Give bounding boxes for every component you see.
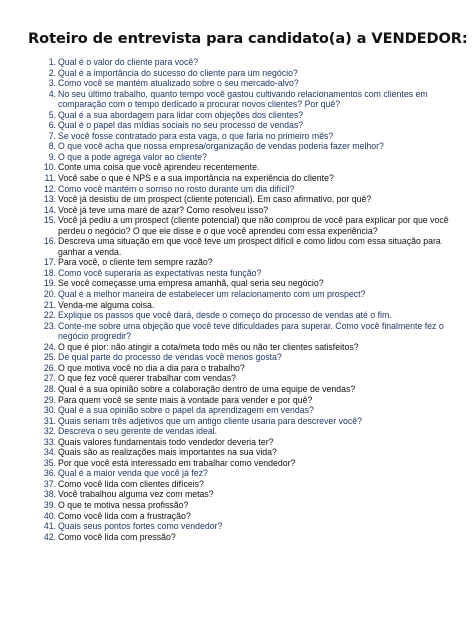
question-item	[43, 183, 450, 195]
question-text: O que é pior: não atingir a cota/meta todo mês ou não ter clientes satisfeitos?	[58, 341, 359, 352]
question-text: Qual é a sua opinião sobre o papel da aprendizagem em vendas?	[58, 405, 314, 416]
question-text: Você trabalhou alguma vez com metas?	[58, 489, 214, 500]
question-item	[43, 457, 450, 469]
question-item	[48, 130, 450, 142]
question-number: 23.	[43, 320, 56, 331]
question-number: 10.	[43, 162, 56, 173]
question-item	[43, 278, 450, 289]
question-item	[43, 267, 450, 279]
question-item	[43, 405, 450, 416]
question-number: 14.	[43, 204, 56, 215]
question-text: Como você lida com clientes difíceis?	[58, 478, 204, 489]
question-item	[43, 436, 450, 448]
question-item	[43, 362, 450, 374]
question-item	[43, 531, 450, 543]
question-item	[43, 204, 450, 216]
question-item	[43, 341, 450, 353]
question-number: 17.	[43, 257, 56, 268]
question-number: 1.	[48, 57, 56, 67]
question-number: 8.	[48, 141, 56, 152]
question-number: 5.	[48, 109, 56, 120]
question-item	[43, 352, 450, 363]
question-item	[48, 88, 450, 110]
question-item	[43, 499, 450, 511]
question-number: 38.	[43, 489, 56, 500]
question-number: 33.	[43, 436, 56, 447]
question-number: 34.	[43, 447, 56, 458]
question-item	[43, 320, 450, 342]
question-number: 12.	[43, 183, 56, 194]
question-number: 40.	[43, 510, 56, 521]
question-item	[43, 394, 450, 406]
question-number: 15.	[43, 215, 56, 226]
question-number: 19.	[43, 278, 56, 289]
question-item	[43, 289, 450, 300]
question-number: 13.	[43, 194, 56, 205]
question-number: 16.	[43, 236, 56, 247]
question-number: 25.	[43, 352, 56, 363]
question-item	[43, 521, 450, 532]
question-text: Explique os passos que você dará, desde o começo do processo de vendas até o fim.	[58, 310, 392, 321]
question-text: Se você fosse contratado para esta vaga, o que faria no primeiro mês?	[58, 130, 334, 141]
question-number: 26.	[43, 362, 56, 373]
question-number: 39.	[43, 499, 56, 510]
question-number: 29.	[43, 394, 56, 405]
question-item	[43, 215, 450, 236]
question-text: Para você, o cliente tem sempre razão?	[58, 257, 213, 268]
question-text: Para quem você se sente mais à vontade para vender e por quê?	[58, 394, 313, 405]
question-text: Venda-me alguma coisa.	[58, 299, 155, 310]
question-item	[43, 162, 450, 173]
question-number: 37.	[43, 478, 56, 489]
question-text: O que motiva você no dia a dia para o trabalho?	[58, 362, 245, 373]
question-text: Qual é a importância do sucesso do cliente para um negócio?	[58, 67, 298, 78]
question-text: Como você lida com pressão?	[58, 531, 176, 542]
question-text: Descreva uma situação em que você teve um prospect difícil e como lidou com essa situação para ganhar a venda.	[58, 236, 441, 257]
question-text: Qual é a sua abordagem para lidar com objeções dos clientes?	[58, 109, 304, 120]
question-text: Por que você está interessado em trabalhar como vendedor?	[58, 457, 296, 468]
question-item	[48, 67, 450, 79]
question-text: Quais são as realizações mais importantes na sua vida?	[58, 447, 277, 458]
question-item	[43, 489, 450, 500]
question-text: O que fez você querer trabalhar com vendas?	[58, 373, 237, 384]
question-text: Qual é o valor do cliente para você?	[58, 57, 199, 67]
document-title: Roteiro de entrevista para candidato(a) a VENDEDOR:	[28, 30, 468, 47]
question-number: 28.	[43, 383, 56, 394]
question-number: 41.	[43, 521, 56, 532]
question-item	[48, 120, 450, 131]
question-number: 31.	[43, 415, 56, 426]
question-item	[43, 447, 450, 458]
question-item	[43, 257, 450, 268]
question-number: 2.	[48, 67, 56, 78]
question-number: 22.	[43, 310, 56, 321]
question-number: 30.	[43, 405, 56, 416]
question-number: 24.	[43, 341, 56, 352]
question-number: 11.	[44, 173, 56, 184]
question-text: Você já pediu a um prospect (cliente potencial) que não comprou de você para explicar por que você perdeu o negócio? O que ele disse e o que você aprendeu com essa experiência?	[58, 215, 449, 236]
question-number: 4.	[48, 88, 56, 99]
question-text: Qual é o papel das mídias sociais no seu processo de vendas?	[58, 120, 304, 131]
question-item	[43, 426, 450, 437]
question-item	[43, 478, 450, 490]
question-item	[43, 194, 450, 205]
question-list	[28, 57, 450, 542]
question-text: Qual é a maior venda que você já fez?	[58, 468, 208, 479]
question-text: Quais seriam três adjetivos que um antigo cliente usaria para descrever você?	[58, 415, 362, 426]
question-item	[44, 173, 450, 184]
question-number: 6.	[48, 120, 56, 131]
question-text: O que a pode agrega valor ao cliente?	[58, 151, 207, 162]
question-text: Você já teve uma maré de azar? Como resolveu isso?	[58, 204, 269, 215]
question-item	[48, 109, 450, 121]
question-number: 35.	[43, 457, 56, 468]
question-item	[43, 310, 450, 321]
question-item	[43, 236, 450, 257]
question-item	[43, 415, 450, 427]
question-item	[43, 383, 450, 395]
question-text: De qual parte do processo de vendas você menos gosta?	[58, 352, 282, 363]
question-number: 27.	[43, 373, 56, 384]
question-text: Você sabe o que é NPS e a sua importância na experiência do cliente?	[58, 173, 334, 184]
question-number: 36.	[43, 468, 56, 479]
question-number: 32.	[43, 426, 56, 437]
question-number: 20.	[43, 289, 56, 300]
question-item	[48, 151, 450, 163]
question-item	[43, 510, 450, 522]
question-text: O que você acha que nossa empresa/organização de vendas poderia fazer melhor?	[58, 141, 384, 152]
question-number: 3.	[48, 78, 56, 89]
question-text: No seu último trabalho, quanto tempo você gastou cultivando relacionamentos com clientes em comparação com o tempo dedicado a procurar novos clientes? Por quê?	[58, 88, 428, 110]
question-item	[48, 141, 450, 152]
question-text: Como você lida com a frustração?	[58, 510, 191, 521]
question-text: Quais valores fundamentais todo vendedor deveria ter?	[58, 436, 274, 447]
question-text: Como você superaria as expectativas nesta função?	[58, 267, 262, 278]
question-text: Se você começasse uma empresa amanhã, qual seria seu negócio?	[58, 278, 324, 289]
question-item	[48, 78, 450, 89]
question-number: 21.	[43, 299, 56, 310]
question-number: 9.	[48, 151, 56, 162]
question-item	[48, 57, 450, 68]
question-text: Qual é a sua opinião sobre a colaboração dentro de uma equipe de vendas?	[58, 383, 356, 394]
question-text: Conte uma coisa que você aprendeu recentemente.	[58, 162, 260, 173]
question-text: Qual é a melhor maneira de estabelecer um relacionamento com um prospect?	[58, 289, 366, 300]
question-text: Como você se mantém atualizado sobre o seu mercado-alvo?	[58, 78, 299, 89]
question-number: 18.	[43, 267, 56, 278]
question-number: 7.	[48, 130, 56, 141]
question-text: Descreva o seu gerente de vendas ideal.	[58, 426, 218, 437]
question-text: Você já desistiu de um prospect (cliente potencial). Em caso afirmativo, por quê?	[58, 194, 372, 205]
question-item	[43, 299, 450, 311]
question-text: Quais seus pontos fortes como vendedor?	[58, 521, 223, 532]
question-item	[43, 373, 450, 384]
question-item	[43, 468, 450, 479]
question-text: O que te motiva nessa profissão?	[58, 499, 189, 510]
question-text: Como você mantém o sorriso no rosto durante um dia difícil?	[58, 183, 295, 194]
question-text: Conte-me sobre uma objeção que você teve dificuldades para superar. Como você finalmente fez o negócio progredir?	[58, 320, 444, 342]
question-number: 42.	[43, 531, 56, 542]
